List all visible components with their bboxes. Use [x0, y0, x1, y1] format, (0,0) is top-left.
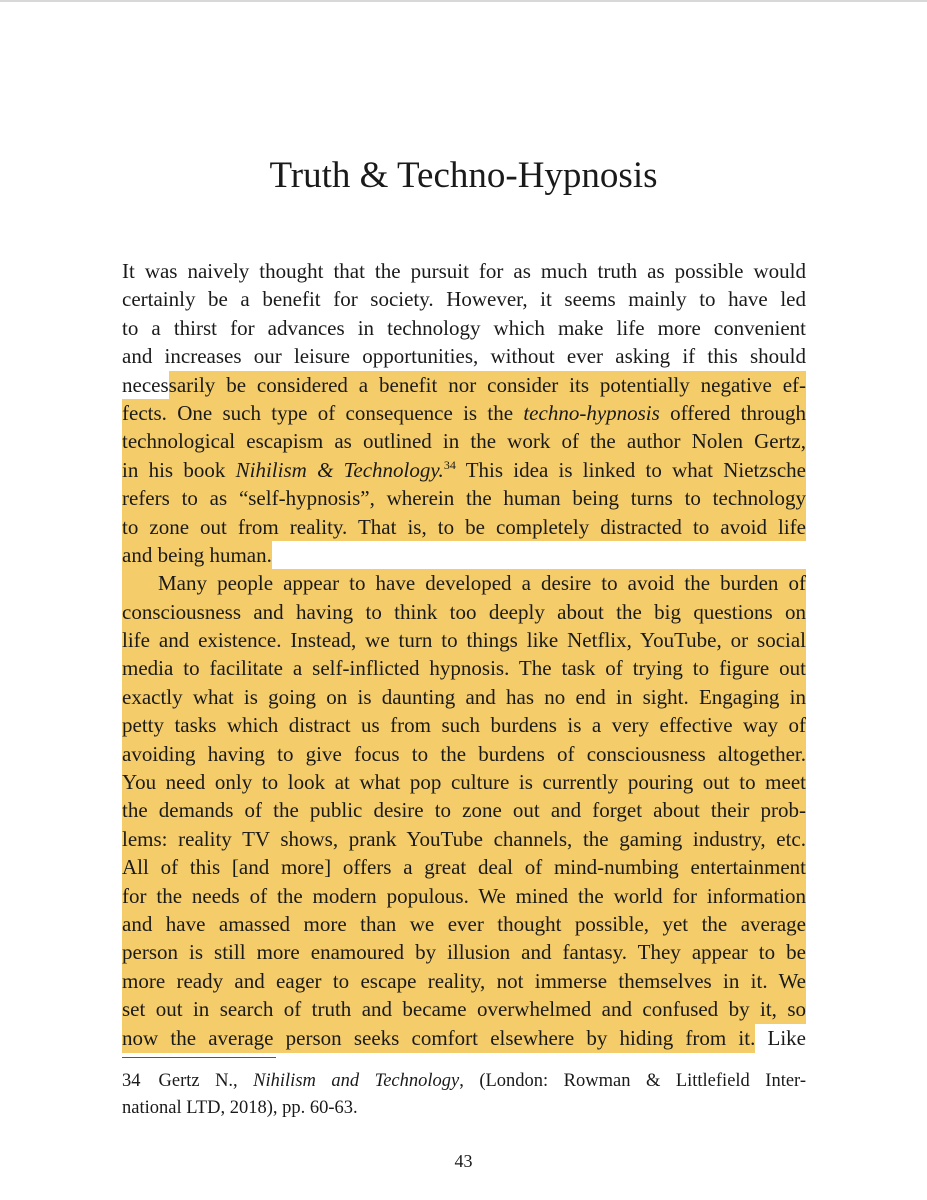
body-line-highlighted — [122, 711, 806, 739]
body-line-highlighted — [122, 626, 806, 654]
text-run: lems: reality TV shows, prank YouTube channels, the gaming industry, etc. — [122, 826, 806, 851]
text-run: in his book — [122, 457, 236, 482]
text-run: exactly what is going on is daunting and has no end in sight. Engaging in — [122, 684, 806, 709]
text-run: consciousness and having to think too deeply about the big questions on — [122, 599, 806, 624]
text-run: and increases our leisure opportunities, without ever asking if this should — [122, 344, 806, 369]
text-run: It was naively thought that the pursuit for as much truth as possible would — [122, 259, 806, 283]
text-run: You need only to look at what pop culture is currently pouring out to meet — [122, 770, 806, 795]
body-line-highlighted — [122, 598, 806, 626]
text-run: person is still more enamoured by illusion and fantasy. They appear to be — [122, 940, 806, 965]
chapter-title: Truth & Techno-Hypnosis — [269, 155, 658, 196]
body-line-highlighted — [122, 484, 806, 512]
highlight-run: now the average person seeks comfort elsewhere by hiding from it. — [122, 1024, 755, 1053]
text-run: Gertz N., — [158, 1071, 254, 1091]
body-line-highlighted — [122, 768, 806, 796]
footnote-separator — [122, 1057, 276, 1058]
body-line-highlighted — [122, 427, 806, 455]
body-line — [122, 285, 806, 313]
body-line — [122, 371, 806, 399]
text-run: All of this [and more] offers a great deal of mind-numbing entertainment — [122, 855, 806, 880]
text-run: avoiding having to give focus to the burdens of consciousness altogether. — [122, 741, 806, 766]
text-run: certainly be a benefit for society. However, it seems mainly to have led — [122, 287, 806, 312]
body-line — [122, 342, 806, 370]
text-run: petty tasks which distract us from such burdens is a very effective way of — [122, 713, 806, 738]
body-line-highlighted — [122, 513, 806, 541]
highlight-run: sarily be considered a benefit nor consider its potentially negative ef- — [169, 371, 806, 400]
footnote-line — [122, 1068, 806, 1095]
body-line-highlighted — [122, 967, 806, 995]
text-run: Like — [755, 1025, 807, 1050]
body-text — [122, 257, 806, 1052]
italic-book-title: Nihilism & Technology. — [235, 457, 444, 482]
body-line-highlighted — [122, 683, 806, 711]
body-line-highlighted — [122, 938, 806, 966]
text-run: neces — [122, 372, 169, 397]
text-run: the demands of the public desire to zone out and forget about their prob- — [122, 798, 806, 823]
text-run: to zone out from reality. That is, to be completely distracted to avoid life — [122, 514, 806, 539]
text-run: national LTD, 2018), pp. 60-63. — [122, 1098, 358, 1118]
text-run: Many people appear to have developed a desire to avoid the burden of — [158, 571, 806, 596]
body-line-highlighted — [122, 654, 806, 682]
footnote-book-title: Nihilism and Technology — [253, 1071, 460, 1091]
body-line-highlighted — [122, 995, 806, 1023]
body-line-highlighted — [122, 910, 806, 938]
body-line — [122, 1024, 806, 1052]
body-line-highlighted — [122, 740, 806, 768]
body-line-highlighted — [122, 399, 806, 427]
body-line-highlighted — [122, 569, 806, 597]
text-run: media to facilitate a self-inflicted hypnosis. The task of trying to figure out — [122, 656, 806, 681]
page-number: 43 — [454, 1151, 473, 1171]
footnote-marker: 34 — [443, 457, 456, 472]
footnote — [122, 1068, 806, 1122]
text-run: life and existence. Instead, we turn to things like Netflix, YouTube, or social — [122, 628, 806, 653]
italic-term: techno-hypnosis — [523, 400, 660, 425]
text-run: more ready and eager to escape reality, not immerse themselves in it. We — [122, 968, 806, 993]
text-run: and have amassed more than we ever thought possible, yet the average — [122, 911, 806, 936]
text-run: fects. One such type of consequence is the — [122, 400, 524, 425]
highlight-run: and being human. — [122, 541, 272, 570]
body-line-highlighted — [122, 882, 806, 910]
text-run: This idea is linked to what Nietzsche — [455, 457, 806, 482]
body-line-highlighted — [122, 825, 806, 853]
body-line-highlighted — [122, 853, 806, 881]
body-line-highlighted — [122, 456, 806, 484]
text-run: offered through — [659, 400, 806, 425]
text-run: for the needs of the modern populous. We mined the world for information — [122, 883, 806, 908]
text-run: to a thirst for advances in technology which make life more convenient — [122, 315, 806, 340]
text-run: , (London: Rowman & Littlefield Inter- — [459, 1071, 806, 1091]
text-run: technological escapism as outlined in the work of the author Nolen Gertz, — [122, 429, 806, 454]
body-line — [122, 541, 806, 569]
footnote-line — [122, 1095, 806, 1122]
top-edge-line — [0, 0, 927, 2]
text-run: set out in search of truth and became overwhelmed and confused by it, so — [122, 997, 806, 1022]
text-run: refers to as “self-hypnosis”, wherein the human being turns to technology — [122, 486, 806, 511]
footnote-number: 34 — [122, 1071, 141, 1091]
body-line-highlighted — [122, 796, 806, 824]
body-line — [122, 314, 806, 342]
body-line — [122, 257, 806, 285]
